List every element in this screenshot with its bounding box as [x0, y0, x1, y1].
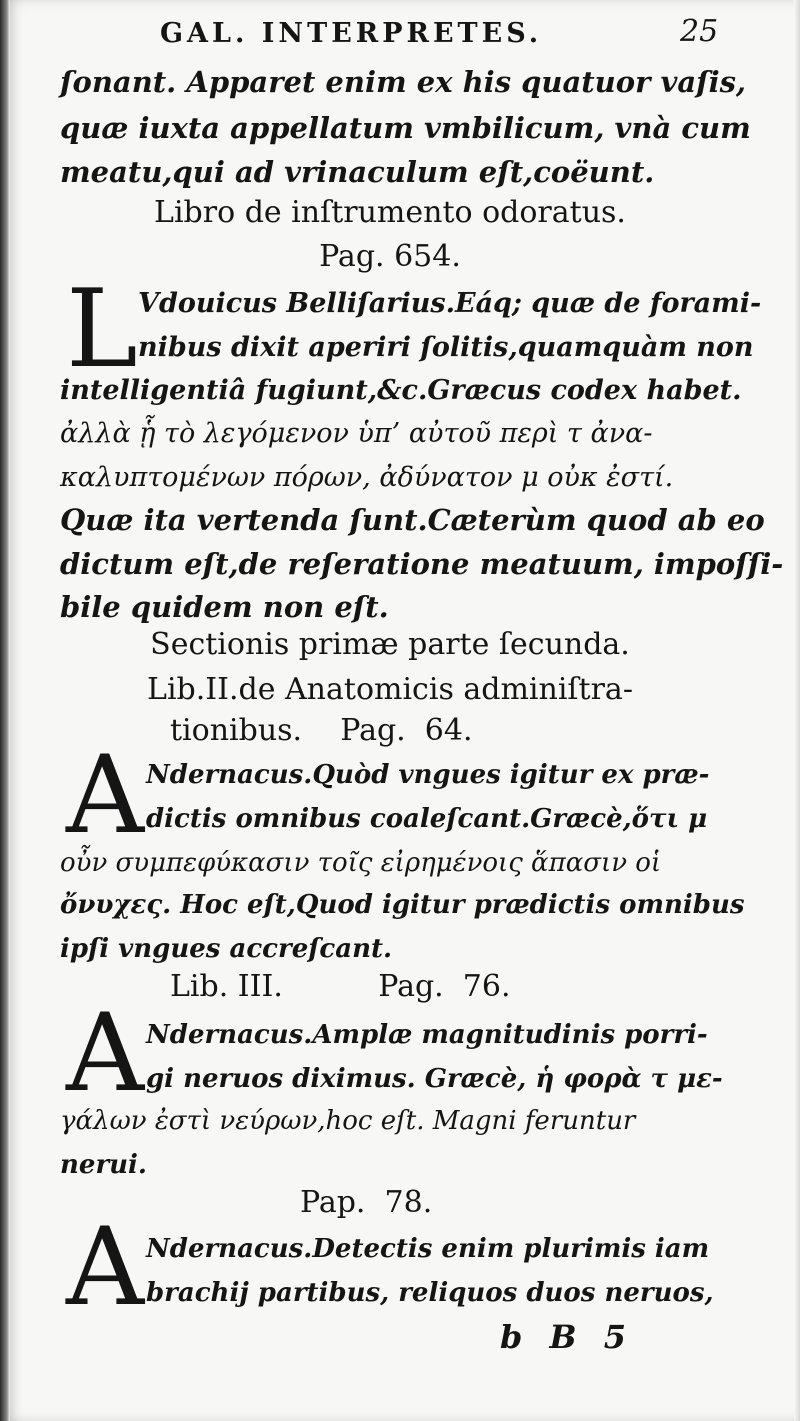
text-line: nerui.: [60, 1150, 147, 1180]
text-line: quæ iuxta appellatum vmbilicum, vnà cum: [60, 111, 751, 145]
page-edge: [794, 0, 800, 1421]
binding-gutter: [0, 0, 10, 1421]
page-reference: tionibus. Pag. 64.: [170, 713, 473, 748]
text-line: Ndernacus.Amplæ magnitudinis porri-: [146, 1020, 708, 1050]
text-line: meatu,qui ad vrinaculum eſt,coëunt.: [60, 155, 655, 189]
text-line: Ndernacus.Detectis enim plurimis iam: [146, 1234, 710, 1264]
signature-mark: b B 5: [500, 1318, 634, 1356]
text-line: Vdouicus Belliſarius.Eáq; quæ de forami-: [138, 288, 762, 319]
page-reference: Lib. III. Pag. 76.: [170, 969, 511, 1004]
drop-cap: A: [66, 991, 144, 1116]
text-line: gi neruos diximus. Græcè, ἡ φορὰ τ με-: [146, 1064, 723, 1094]
text-line: Quæ ita vertenda ſunt.Cæterùm quod ab eo: [60, 503, 765, 537]
greek-line: καλυπτομένων πόρων, ἀδύνατον μ οὐκ ἐστί.: [60, 462, 674, 493]
greek-line: γάλων ἐστὶ νεύρων,hoc eſt. Magni feruntur: [60, 1106, 636, 1136]
section-heading: Sectionis primæ parte ſecunda.: [150, 627, 630, 662]
drop-cap: L: [66, 267, 138, 392]
page-number: 25: [680, 14, 719, 49]
text-line: ipſi vngues accreſcant.: [60, 934, 393, 964]
section-heading: Libro de inſtrumento odoratus.: [154, 195, 626, 230]
section-heading: Lib.II.de Anatomicis adminiſtra-: [147, 672, 633, 707]
running-title: GAL. INTERPRETES.: [160, 18, 543, 49]
text-line: bile quidem non eſt.: [60, 590, 389, 624]
text-line: ſonant. Apparet enim ex his quatuor vaſis,: [60, 65, 747, 99]
page-reference: Pap. 78.: [300, 1185, 433, 1220]
text-line: dictum eſt,de reſeratione meatuum, impoſſi-: [60, 547, 784, 581]
text-block: [60, 0, 784, 1421]
greek-line: ἀλλὰ ᾗ τὸ λεγόμενον ὑπ’ αὐτοῦ περὶ τ ἀνα-: [60, 418, 653, 449]
drop-cap: A: [66, 1205, 144, 1330]
text-line: dictis omnibus coaleſcant.Græcè,ὅτι μ: [146, 804, 708, 834]
page-reference: Pag. 654.: [319, 239, 461, 274]
text-line: nibus dixit aperiri ſolitis,quamquàm non: [138, 332, 754, 363]
text-line: brachij partibus, reliquos duos neruos,: [146, 1278, 714, 1308]
greek-line: οὖν συμπεφύκασιν τοῖς εἰρημένοις ἅπασιν οἱ: [60, 848, 662, 878]
text-line: intelligentiâ fugiunt,&c.Græcus codex habet.: [60, 375, 742, 406]
text-line: ὄνυχες. Hoc eſt,Quod igitur prædictis omnibus: [60, 890, 745, 920]
text-line: Ndernacus.Quòd vngues igitur ex præ-: [146, 760, 710, 790]
drop-cap: A: [66, 733, 144, 858]
